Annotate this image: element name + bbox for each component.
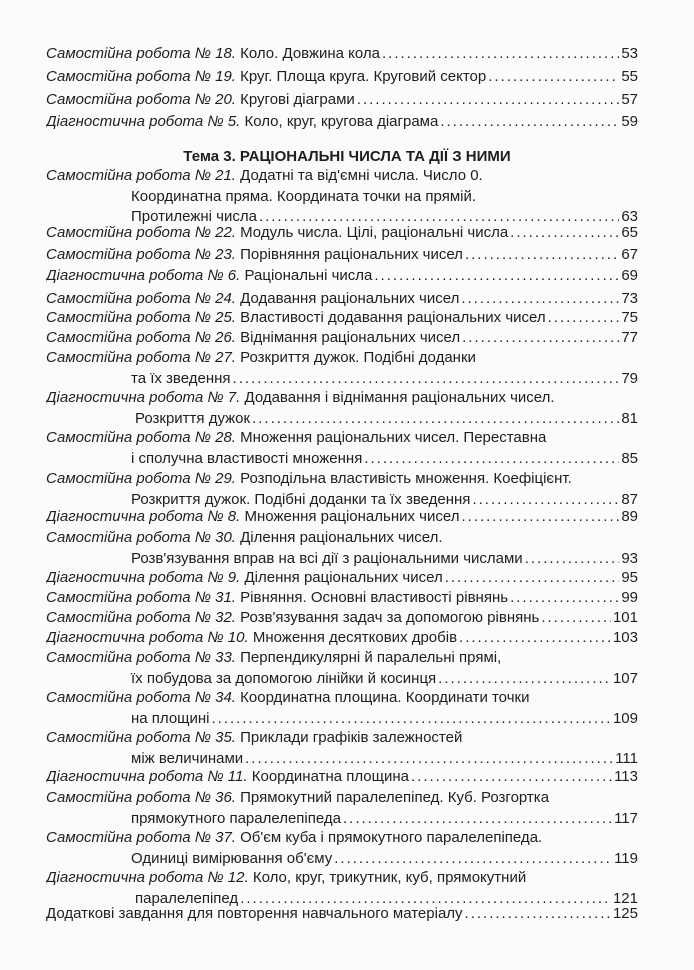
toc-entry-title: Додавання і віднімання раціональних чисел. bbox=[244, 389, 555, 406]
toc-entry-title: між величинами bbox=[131, 749, 244, 767]
dot-leader bbox=[233, 369, 620, 390]
toc-entry[interactable] bbox=[46, 469, 638, 510]
toc-entry-title: Множення десяткових дробів bbox=[252, 629, 458, 646]
page-number: 95 bbox=[621, 569, 638, 586]
dot-leader bbox=[438, 669, 611, 690]
toc-entry-title: Коло, круг, кругова діаграма bbox=[244, 113, 439, 130]
dot-leader bbox=[343, 809, 612, 830]
toc-entry-label: Самостійна робота № 30. bbox=[46, 529, 236, 546]
toc-entry-label: Самостійна робота № 35. bbox=[46, 729, 236, 746]
page-number: 53 bbox=[621, 45, 638, 62]
toc-entry[interactable] bbox=[46, 308, 638, 329]
dot-leader bbox=[548, 308, 620, 329]
toc-entry-label: Самостійна робота № 34. bbox=[46, 689, 236, 706]
toc-entry-label: Діагностична робота № 5. bbox=[46, 113, 241, 130]
dot-leader bbox=[364, 449, 619, 470]
toc-entry-title: Круг. Площа круга. Круговий сектор bbox=[240, 68, 487, 85]
toc-entry-label: Самостійна робота № 33. bbox=[46, 649, 236, 666]
dot-leader bbox=[459, 628, 611, 649]
page-number: 101 bbox=[612, 609, 638, 626]
toc-entry-title: Ділення раціональних чисел. bbox=[240, 529, 443, 546]
toc-entry-title: Порівняння раціональних чисел bbox=[240, 246, 463, 263]
page-number: 121 bbox=[612, 889, 638, 907]
dot-leader bbox=[510, 223, 619, 244]
toc-entry-title: Рівняння. Основні властивості рівнянь bbox=[240, 589, 509, 606]
toc-entry-title: Кругові діаграми bbox=[240, 91, 355, 108]
page-number: 117 bbox=[614, 809, 638, 827]
toc-entry-label: Самостійна робота № 36. bbox=[46, 789, 236, 806]
toc-entry-title: Координатна пряма. Координата точки на прямій. bbox=[131, 187, 477, 205]
toc-entry-label: Самостійна робота № 22. bbox=[46, 224, 236, 241]
toc-entry[interactable] bbox=[46, 828, 638, 869]
toc-entry-title: та їх зведення bbox=[131, 369, 231, 387]
dot-leader bbox=[357, 90, 620, 111]
dot-leader bbox=[245, 749, 613, 770]
toc-entry[interactable] bbox=[46, 788, 638, 829]
toc-entry-title: Додаткові завдання для повторення навчального матеріалу bbox=[46, 905, 463, 922]
page-number: 55 bbox=[621, 68, 638, 85]
page-number: 69 bbox=[621, 267, 638, 284]
toc-entry-title: Додавання раціональних чисел bbox=[240, 290, 460, 307]
toc-entry-title: Коло, круг, трикутник, куб, прямокутний bbox=[252, 869, 527, 886]
toc-entry-title: Ділення раціональних чисел bbox=[244, 569, 443, 586]
page-number: 103 bbox=[612, 629, 638, 646]
dot-leader bbox=[525, 549, 620, 570]
dot-leader bbox=[510, 588, 619, 609]
page-number: 57 bbox=[621, 91, 638, 108]
toc-entry[interactable] bbox=[46, 608, 638, 629]
toc-entry[interactable] bbox=[46, 90, 638, 111]
toc-entry[interactable] bbox=[46, 245, 638, 266]
toc-entry[interactable] bbox=[46, 728, 638, 769]
toc-entry-label: Самостійна робота № 31. bbox=[46, 589, 236, 606]
toc-entry-title: на площині bbox=[131, 709, 210, 727]
toc-entry-label: Діагностична робота № 11. bbox=[46, 768, 248, 785]
toc-entry-title: Координатна площина. Координати точки bbox=[240, 689, 530, 706]
dot-leader bbox=[462, 328, 619, 349]
toc-entry-title: Розкриття дужок. Подібні доданки та їх зведення bbox=[131, 490, 471, 508]
toc-entry-label: Діагностична робота № 6. bbox=[46, 267, 241, 284]
dot-leader bbox=[488, 67, 619, 88]
toc-entry-label: Самостійна робота № 23. bbox=[46, 246, 236, 263]
toc-entry-label: Самостійна робота № 32. bbox=[46, 609, 236, 626]
toc-entry-title: Додатні та від'ємні числа. Число 0. bbox=[240, 167, 483, 184]
toc-entry-title: Перпендикулярні й паралельні прямі, bbox=[240, 649, 502, 666]
toc-entry-title: прямокутного паралелепіпеда bbox=[131, 809, 341, 827]
dot-leader bbox=[212, 709, 611, 730]
toc-entry[interactable] bbox=[46, 266, 638, 287]
toc-entry-label: Самостійна робота № 20. bbox=[46, 91, 236, 108]
toc-entry[interactable] bbox=[46, 688, 638, 729]
toc-entry-title: Протилежні числа bbox=[131, 208, 257, 225]
toc-entry-title: Розв'язування задач за допомогою рівнянь bbox=[240, 609, 540, 626]
toc-entry-title: Розподільна властивість множення. Коефіцієнт. bbox=[240, 470, 572, 487]
toc-entry[interactable] bbox=[46, 388, 638, 429]
page-number: 63 bbox=[621, 208, 638, 225]
dot-leader bbox=[334, 849, 612, 870]
dot-leader bbox=[382, 44, 619, 65]
toc-entry-title: Розкриття дужок. Подібні доданки bbox=[240, 349, 476, 366]
toc-entry[interactable] bbox=[46, 588, 638, 609]
toc-entry[interactable] bbox=[46, 428, 638, 469]
page-number: 77 bbox=[621, 329, 638, 346]
toc-entry-title: Модуль числа. Цілі, раціональні числа bbox=[240, 224, 509, 241]
toc-entry-title: Коло. Довжина кола bbox=[240, 45, 381, 62]
page-number: 125 bbox=[612, 905, 638, 922]
page-number: 81 bbox=[621, 409, 638, 427]
toc-entry-title: Розкриття дужок bbox=[135, 409, 251, 427]
toc-entry[interactable] bbox=[46, 112, 638, 133]
toc-entry-title: Одиниці вимірювання об'єму bbox=[131, 849, 333, 867]
page-number: 67 bbox=[621, 246, 638, 263]
page-number: 87 bbox=[621, 490, 638, 508]
toc-entry-label: Самостійна робота № 37. bbox=[46, 829, 236, 846]
page-number: 73 bbox=[621, 290, 638, 307]
toc-entry[interactable] bbox=[46, 507, 638, 528]
toc-entry[interactable] bbox=[46, 328, 638, 349]
toc-entry-title: Прямокутний паралелепіпед. Куб. Розгортка bbox=[240, 789, 550, 806]
toc-entry[interactable] bbox=[46, 628, 638, 649]
toc-entry-label: Діагностична робота № 9. bbox=[46, 569, 241, 586]
page-number: 119 bbox=[614, 849, 638, 867]
dot-leader bbox=[465, 904, 611, 925]
toc-entry-title: Множення раціональних чисел. Переставна bbox=[240, 429, 547, 446]
page-number: 107 bbox=[612, 669, 638, 687]
dot-leader bbox=[461, 507, 619, 528]
toc-entry-title: Властивості додавання раціональних чисел bbox=[240, 309, 546, 326]
page-number: 85 bbox=[621, 449, 638, 467]
dot-leader bbox=[465, 245, 619, 266]
dot-leader bbox=[411, 767, 612, 788]
dot-leader bbox=[541, 608, 611, 629]
toc-entry-title: Раціональні числа bbox=[244, 267, 373, 284]
toc-entry-label: Самостійна робота № 19. bbox=[46, 68, 236, 85]
toc-entry-title: Віднімання раціональних чисел bbox=[240, 329, 461, 346]
toc-entry-title: їх побудова за допомогою лінійки й косинця bbox=[131, 669, 437, 687]
section-heading: Тема 3. РАЦІОНАЛЬНІ ЧИСЛА ТА ДІЇ З НИМИ bbox=[183, 148, 511, 165]
page-number: 65 bbox=[621, 224, 638, 241]
page-number: 113 bbox=[614, 768, 638, 785]
toc-entry-label: Діагностична робота № 10. bbox=[46, 629, 249, 646]
toc-entry-title: і сполучна властивості множення bbox=[131, 449, 363, 467]
toc-entry-label: Діагностична робота № 8. bbox=[46, 508, 241, 525]
dot-leader bbox=[461, 289, 619, 310]
toc-entry-label: Самостійна робота № 29. bbox=[46, 470, 236, 487]
toc-entry-title: Координатна площина bbox=[251, 768, 409, 785]
toc-entry-label: Самостійна робота № 28. bbox=[46, 429, 236, 446]
toc-entry-title: Множення раціональних чисел bbox=[244, 508, 460, 525]
toc-entry[interactable] bbox=[46, 767, 638, 788]
toc-entry-label: Самостійна робота № 27. bbox=[46, 349, 236, 366]
page-number: 59 bbox=[621, 113, 638, 130]
toc-entry[interactable] bbox=[46, 904, 638, 925]
page-number: 109 bbox=[612, 709, 638, 727]
toc-entry[interactable] bbox=[46, 528, 638, 569]
toc-entry[interactable] bbox=[46, 348, 638, 389]
page-number: 99 bbox=[621, 589, 638, 606]
page-number: 111 bbox=[615, 749, 638, 767]
toc-entry[interactable] bbox=[46, 648, 638, 689]
dot-leader bbox=[440, 112, 619, 133]
page-number: 75 bbox=[621, 309, 638, 326]
toc-entry[interactable] bbox=[46, 568, 638, 589]
toc-entry-label: Діагностична робота № 7. bbox=[46, 389, 241, 406]
dot-leader bbox=[374, 266, 619, 287]
toc-entry[interactable] bbox=[46, 289, 638, 310]
toc-entry-label: Самостійна робота № 21. bbox=[46, 167, 236, 184]
dot-leader bbox=[252, 409, 619, 430]
page-number: 93 bbox=[621, 549, 638, 567]
toc-entry-label: Діагностична робота № 12. bbox=[46, 869, 249, 886]
toc-entry[interactable] bbox=[46, 868, 638, 909]
toc-entry[interactable] bbox=[46, 67, 638, 88]
toc-entry-title: Об'єм куба і прямокутного паралелепіпеда. bbox=[240, 829, 543, 846]
toc-entry[interactable] bbox=[46, 223, 638, 244]
toc-entry-title: Розв'язування вправ на всі дії з раціональними числами bbox=[131, 549, 523, 567]
toc-entry-title: Приклади графіків залежностей bbox=[240, 729, 463, 746]
toc-entry-label: Самостійна робота № 24. bbox=[46, 290, 236, 307]
page-number: 79 bbox=[621, 369, 638, 387]
toc-entry[interactable] bbox=[46, 166, 638, 228]
toc-entry-label: Самостійна робота № 18. bbox=[46, 45, 236, 62]
toc-entry-label: Самостійна робота № 25. bbox=[46, 309, 236, 326]
page-number: 89 bbox=[621, 508, 638, 525]
toc-entry[interactable] bbox=[46, 44, 638, 65]
dot-leader bbox=[445, 568, 620, 589]
toc-entry-label: Самостійна робота № 26. bbox=[46, 329, 236, 346]
toc-entry-title: паралелепіпед bbox=[135, 889, 239, 907]
